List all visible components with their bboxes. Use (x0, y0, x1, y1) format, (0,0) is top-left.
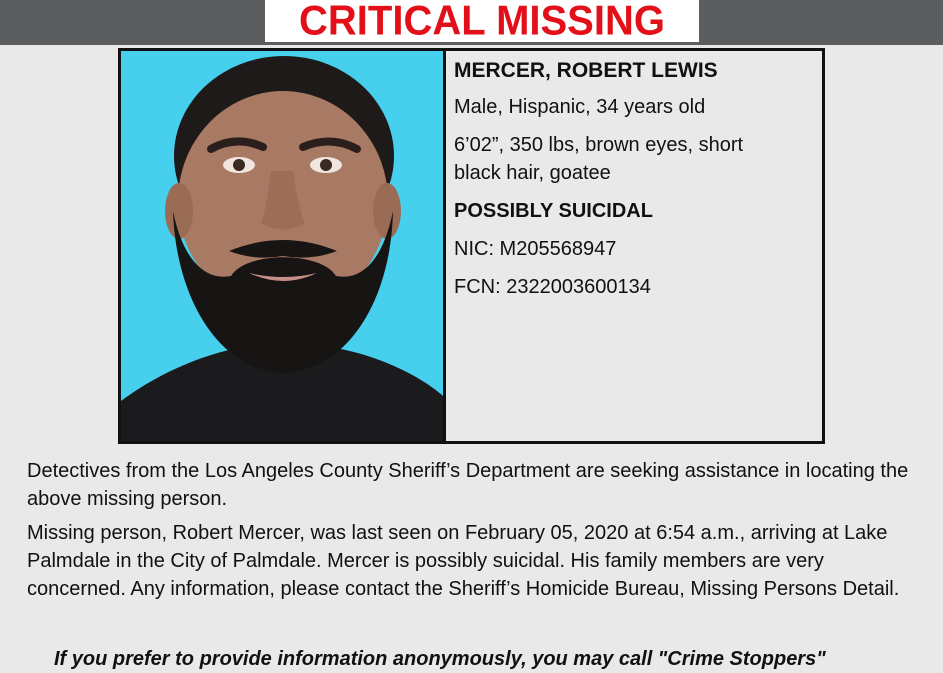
nic-number: NIC: M205568947 (454, 238, 617, 260)
person-card (118, 48, 825, 444)
anonymous-tip-line: If you prefer to provide information anonymously, you may call "Crime Stoppers" (54, 648, 826, 670)
person-demographics: Male, Hispanic, 34 years old (454, 96, 706, 118)
paragraph-intro: Detectives from the Los Angeles County Sheriff’s Department are seeking assistance in locating the above missing person. (27, 460, 909, 510)
person-name: MERCER, ROBERT LEWIS (454, 59, 718, 82)
person-info (454, 57, 814, 311)
case-details (27, 457, 922, 609)
page-title: CRITICAL MISSING (299, 0, 665, 45)
person-photo (121, 51, 446, 441)
header-bar (0, 0, 943, 45)
alert-status: POSSIBLY SUICIDAL (454, 200, 653, 222)
title-banner (265, 0, 699, 45)
paragraph-last-seen: Missing person, Robert Mercer, was last seen on February 05, 2020 at 6:54 a.m., arriving at Lake Palmdale in the City of Palmdale. Mercer is possibly suicidal. His family members are very concerned. Any information, please contact the Sheriff’s Homicide Bureau, Missing Persons Detail. (27, 522, 900, 600)
person-description-line-1: 6’02”, 350 lbs, brown eyes, short (454, 134, 744, 156)
person-photo-illustration (121, 51, 443, 441)
fcn-number: FCN: 2322003600134 (454, 276, 651, 298)
person-description-line-2: black hair, goatee (454, 162, 611, 184)
